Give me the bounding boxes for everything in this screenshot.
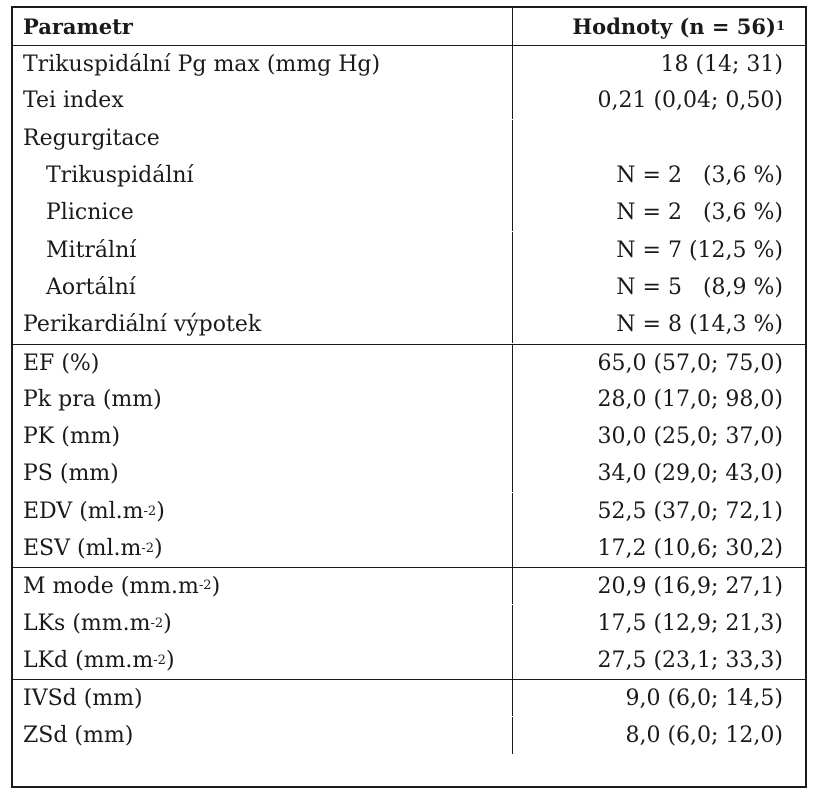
data-table: [11, 6, 807, 788]
row-label-text: LKd (mm.m: [23, 648, 154, 674]
table-row: [13, 120, 805, 157]
row-value: 9,0 (6,0; 14,5): [625, 685, 783, 711]
row-label: LKs (mm.m -2 ): [13, 605, 513, 642]
row-label-end: ): [165, 648, 175, 674]
row-value: 18 (14; 31): [660, 51, 783, 77]
row-value: 34,0 (29,0; 43,0): [597, 461, 783, 487]
row-value: 17,2 (10,6; 30,2): [597, 536, 783, 562]
row-label: M mode (mm.m -2 ): [13, 568, 513, 604]
table-row: [13, 194, 805, 231]
header-parametr: Parametr: [13, 8, 513, 45]
table-row: [13, 717, 805, 754]
table-row: [13, 344, 805, 381]
row-label-text: M mode (mm.m: [23, 573, 199, 599]
row-value: N = 8 (14,3 %): [616, 312, 783, 338]
row-label: Trikuspidální: [13, 157, 513, 194]
row-value: 28,0 (17,0; 98,0): [597, 387, 783, 413]
row-label: LKd (mm.m -2 ): [13, 642, 513, 679]
table-row: [13, 418, 805, 455]
row-value: 20,9 (16,9; 27,1): [597, 573, 783, 599]
row-label: ZSd (mm): [13, 717, 513, 754]
row-label: EF (%): [13, 345, 513, 381]
row-value: 27,5 (23,1; 33,3): [597, 648, 783, 674]
row-label: Tei index: [13, 82, 513, 119]
table-row: [13, 567, 805, 604]
row-label: Perikardiální výpotek: [13, 306, 513, 343]
row-value: 65,0 (57,0; 75,0): [597, 350, 783, 376]
row-label: ESV (ml.m -2 ): [13, 530, 513, 567]
table-row: [13, 306, 805, 343]
table-row: [13, 45, 805, 82]
row-label: Pk pra (mm): [13, 381, 513, 418]
row-value: 52,5 (37,0; 72,1): [597, 499, 783, 525]
row-label-text: ESV (ml.m: [23, 536, 142, 562]
row-label-text: LKs (mm.m: [23, 611, 151, 637]
row-value: 0,21 (0,04; 0,50): [597, 88, 783, 114]
table-row: [13, 679, 805, 716]
row-label: EDV (ml.m -2 ): [13, 493, 513, 530]
row-label: IVSd (mm): [13, 680, 513, 716]
header-hodnoty: Hodnoty (n = 56) 1: [572, 14, 785, 40]
row-label: PS (mm): [13, 455, 513, 492]
row-value: N = 5 (8,9 %): [616, 275, 783, 301]
table-row: [13, 455, 805, 492]
row-label-text: EDV (ml.m: [23, 499, 144, 525]
table-row: [13, 381, 805, 418]
table-row: [13, 82, 805, 119]
row-label: Mitrální: [13, 232, 513, 269]
row-value: N = 7 (12,5 %): [616, 238, 783, 264]
row-label: PK (mm): [13, 418, 513, 455]
table-row: [13, 605, 805, 642]
row-label-end: ): [211, 573, 221, 599]
table-row: [13, 493, 805, 530]
row-label-end: ): [154, 536, 163, 562]
row-label: Plicnice: [13, 194, 513, 231]
table-row: [13, 269, 805, 306]
table-row: [13, 232, 805, 269]
row-value: 30,0 (25,0; 37,0): [597, 424, 783, 450]
table-header-row: [13, 8, 805, 45]
row-value: N = 2 (3,6 %): [616, 163, 783, 189]
row-value: 17,5 (12,9; 21,3): [597, 611, 783, 637]
row-label-end: ): [163, 611, 172, 637]
row-value: [513, 120, 805, 157]
row-value: 8,0 (6,0; 12,0): [625, 723, 783, 749]
row-label-end: ): [156, 499, 165, 525]
row-label: Regurgitace: [13, 120, 513, 157]
row-value: N = 2 (3,6 %): [616, 200, 783, 226]
header-hodnoty-label: Hodnoty (n = 56): [572, 14, 776, 40]
table-row: [13, 157, 805, 194]
table-row: [13, 530, 805, 567]
table-row: [13, 642, 805, 679]
row-label: Trikuspidální Pg max (mmg Hg): [13, 46, 513, 82]
row-label: Aortální: [13, 269, 513, 306]
